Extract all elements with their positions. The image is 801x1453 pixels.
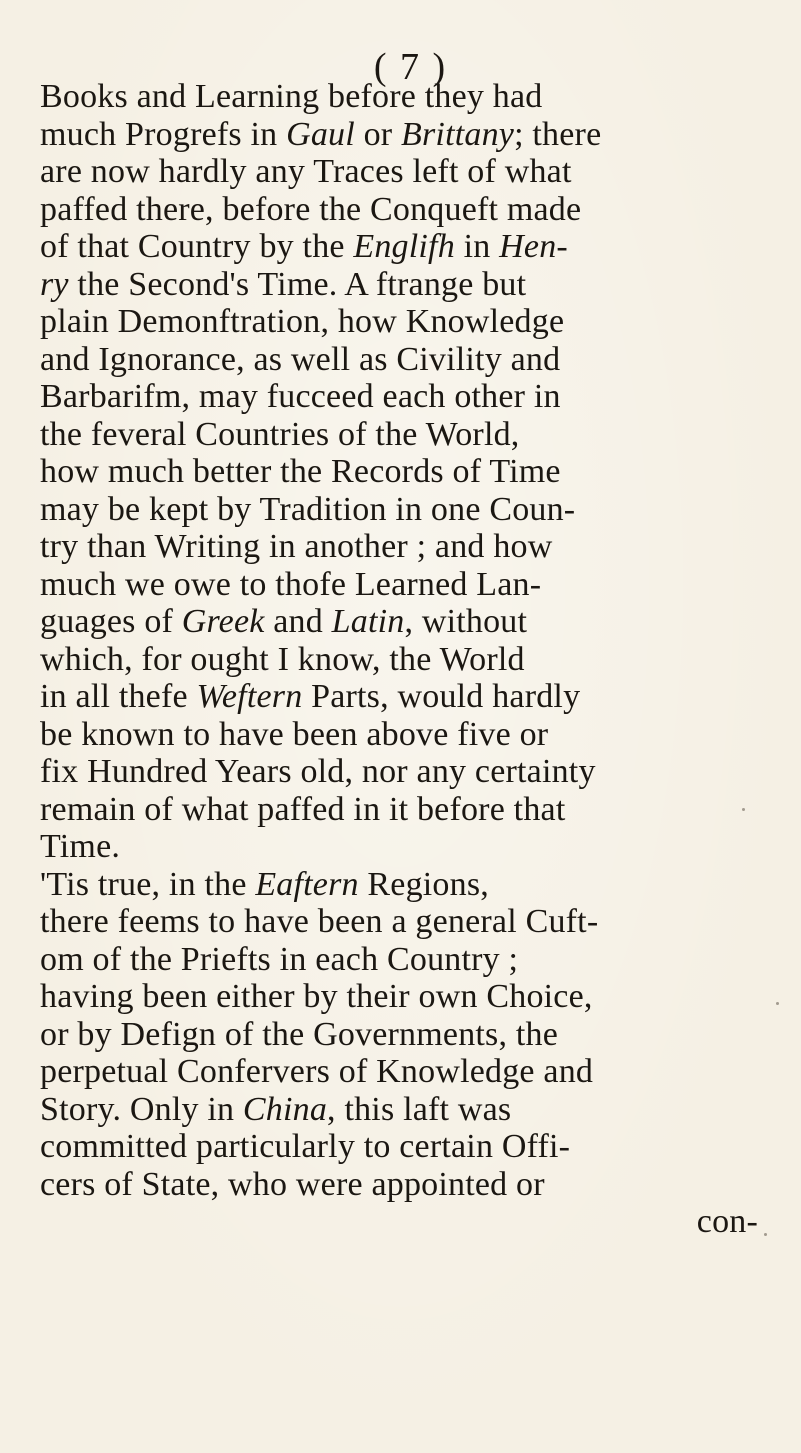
text-line	[40, 753, 800, 791]
text-run: there feems to have been a general Cuft-	[40, 903, 599, 940]
text-run: Barbarifm, may fucceed each other in	[40, 378, 561, 415]
page-number: ( 7 )	[373, 46, 448, 88]
text-line	[40, 1128, 800, 1166]
text-line	[40, 1016, 800, 1054]
text-run: the Second's Time. A ftrange but	[68, 265, 527, 303]
italic-text: China	[242, 1090, 328, 1128]
text-line	[40, 453, 800, 491]
text-line	[40, 153, 800, 191]
text-run: are now hardly any Traces left of what	[40, 153, 572, 190]
text-run: how much better the Records of Time	[40, 453, 561, 490]
text-line	[40, 528, 800, 566]
text-line	[40, 903, 800, 941]
text-line	[40, 941, 800, 979]
text-run: , without	[404, 603, 528, 640]
text-run: fix Hundred Years old, nor any certainty	[40, 753, 596, 790]
text-run: much Progrefs in	[40, 115, 287, 153]
italic-text: Greek	[181, 603, 265, 640]
text-run: paffed there, before the Conqueft made	[40, 190, 582, 228]
text-run: which, for ought I know, the World	[40, 640, 525, 678]
text-run: ; there	[514, 115, 602, 153]
text-line	[40, 303, 800, 341]
text-run: Story. Only in	[40, 1090, 243, 1128]
text-line	[40, 491, 800, 529]
text-run: committed particularly to certain Offi-	[40, 1128, 571, 1165]
body-text	[40, 78, 800, 1241]
text-line	[40, 191, 800, 229]
italic-text: Weftern	[196, 678, 303, 715]
text-run: in all thefe	[40, 678, 197, 715]
text-run: cers of State, who were appointed or	[40, 1165, 545, 1203]
text-line	[40, 641, 800, 679]
italic-text: ry	[40, 265, 69, 303]
text-run: in	[454, 228, 500, 265]
text-run: , this laft was	[327, 1090, 512, 1128]
text-run: the feveral Countries of the World,	[40, 415, 520, 453]
text-line	[40, 978, 800, 1016]
catchword: con-	[696, 1203, 758, 1240]
italic-text: Hen-	[499, 228, 568, 265]
text-run: Time.	[40, 828, 121, 865]
paper-speck	[776, 1002, 779, 1005]
text-run: om of the Priefts in each Country ;	[40, 940, 519, 978]
text-line	[40, 716, 800, 754]
text-run: or by Defign of the Governments, the	[40, 1015, 559, 1053]
italic-text: Englifh	[353, 228, 455, 265]
text-line	[40, 416, 800, 454]
text-line	[40, 1091, 800, 1129]
text-run: may be kept by Tradition in one Coun-	[40, 490, 576, 528]
text-line	[40, 828, 800, 866]
text-line	[40, 116, 800, 154]
italic-text: Eaftern	[255, 865, 359, 903]
italic-text: Brittany	[401, 115, 515, 153]
text-run: much we owe to thofe Learned Lan-	[40, 565, 542, 603]
paper-speck	[742, 808, 745, 811]
text-run: Parts, would hardly	[302, 678, 581, 715]
text-line	[40, 566, 800, 604]
text-line	[40, 78, 800, 116]
text-run: be known to have been above five or	[40, 715, 549, 753]
text-line	[40, 341, 800, 379]
text-line	[40, 266, 800, 304]
text-run: 'Tis true, in the	[40, 865, 256, 903]
text-run: perpetual Confervers of Knowledge and	[40, 1053, 594, 1090]
text-run: try than Writing in another ; and how	[40, 528, 553, 565]
italic-text: Gaul	[286, 115, 355, 153]
text-run: remain of what paffed in it before that	[40, 790, 566, 828]
paper-speck	[764, 1233, 767, 1236]
text-run: guages of	[40, 603, 182, 640]
text-line	[40, 866, 800, 904]
text-run: of that Country by the	[40, 228, 354, 265]
text-run: plain Demonftration, how Knowledge	[40, 303, 565, 340]
text-run: having been either by their own Choice,	[40, 978, 593, 1015]
text-run: and Ignorance, as well as Civility and	[40, 340, 561, 378]
text-line	[40, 678, 800, 716]
text-run: Books and Learning before they had	[40, 78, 543, 115]
text-line	[40, 791, 800, 829]
text-line	[40, 603, 800, 641]
text-line	[40, 1166, 800, 1204]
text-run: Regions,	[358, 865, 489, 903]
text-line	[40, 1053, 800, 1091]
text-run: and	[264, 603, 332, 640]
text-line	[40, 228, 800, 266]
text-line	[40, 378, 800, 416]
text-run: or	[354, 115, 402, 153]
italic-text: Latin	[331, 603, 405, 640]
